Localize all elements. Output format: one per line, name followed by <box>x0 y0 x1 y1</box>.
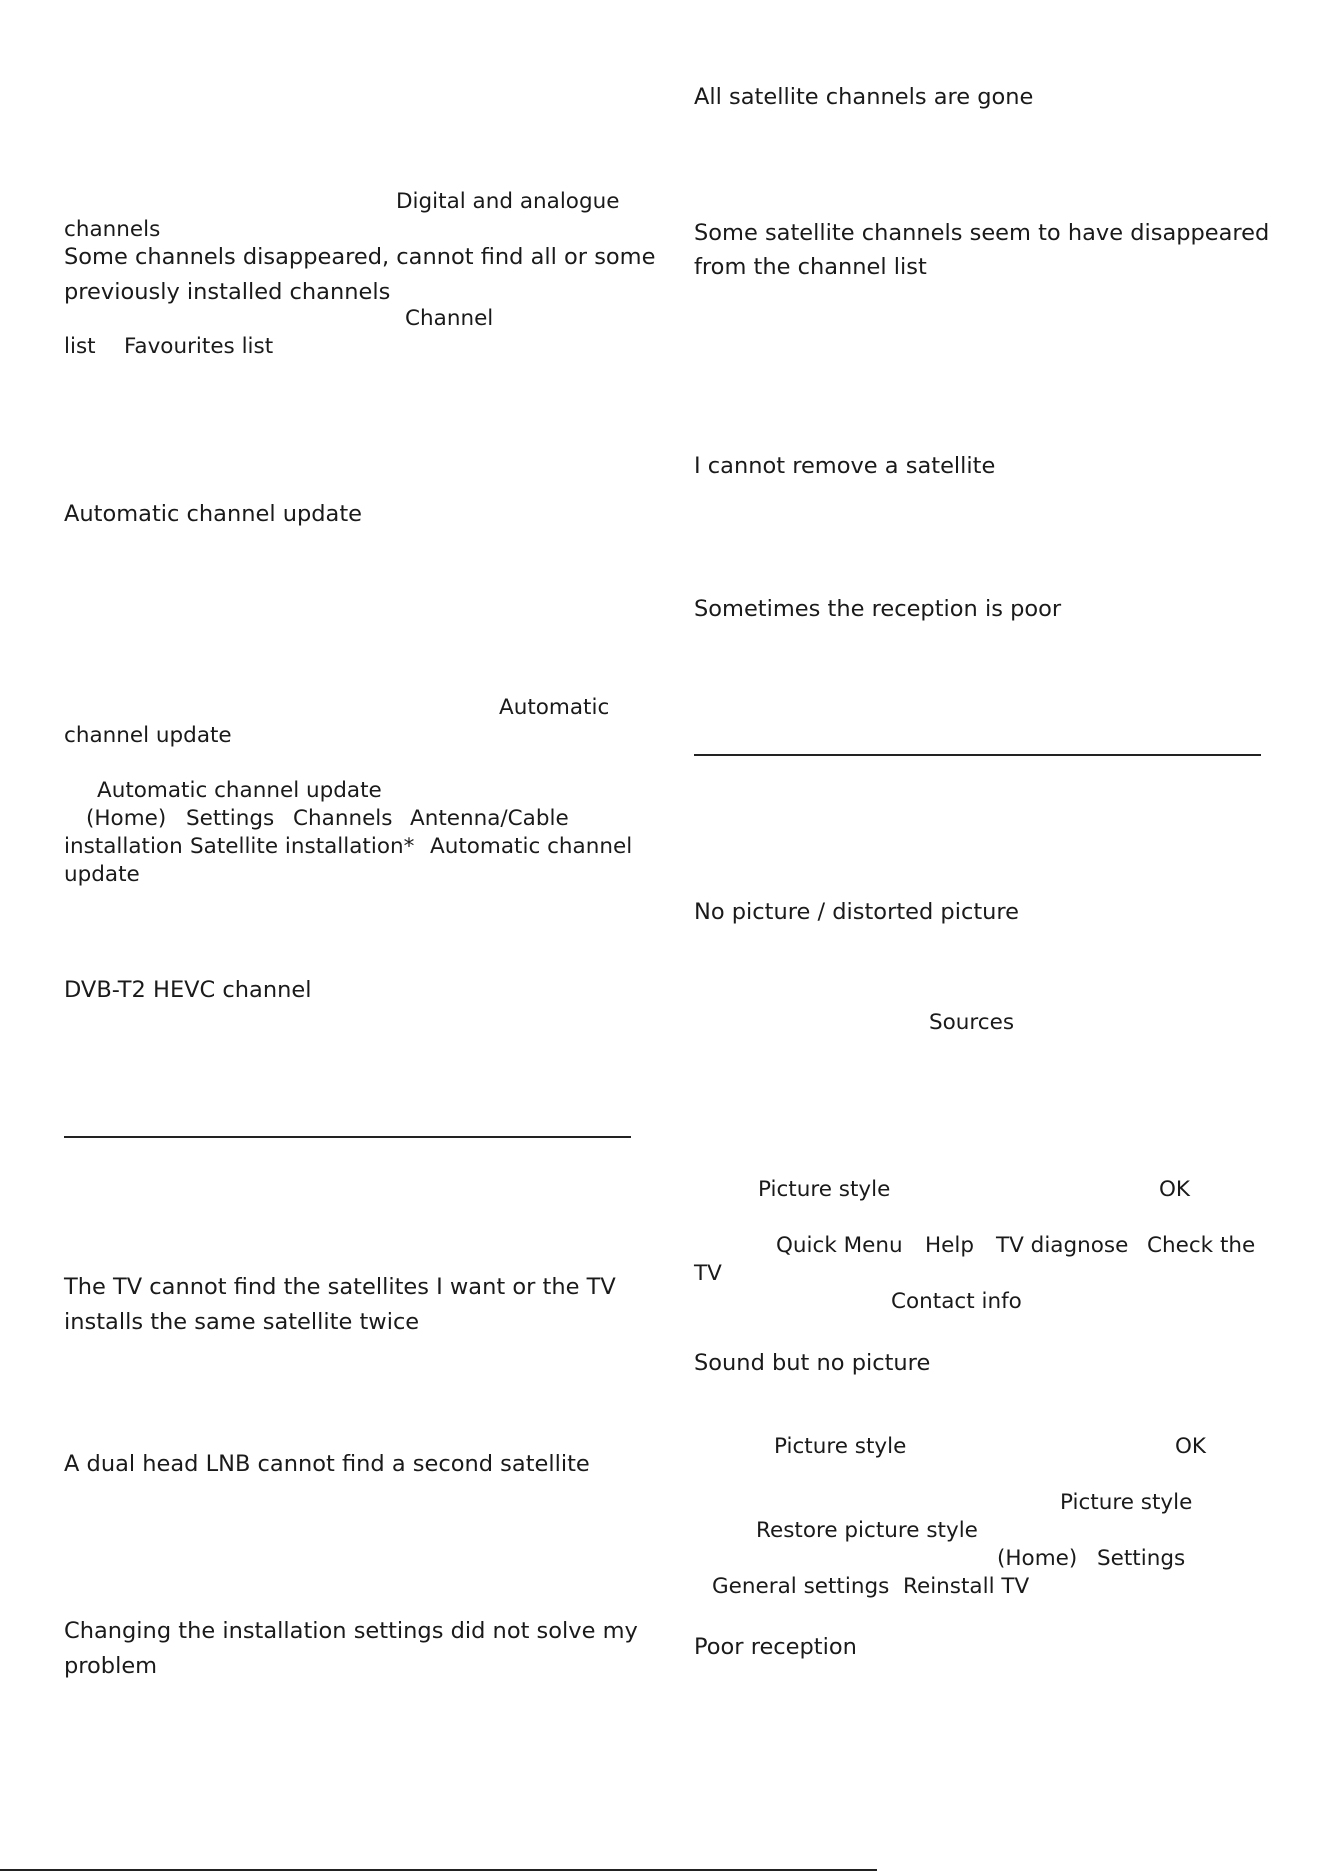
favourites-list-ref: Favourites list <box>124 334 274 359</box>
heading-reception-sometimes-poor: Sometimes the reception is poor <box>694 596 1062 622</box>
digital-analogue-ref: Digital and analogue <box>396 189 620 214</box>
path-settings: Settings <box>186 806 275 831</box>
ok-ref-1: OK <box>1159 1177 1191 1202</box>
list-ref: list <box>64 334 96 359</box>
channels-word: channels <box>64 217 161 242</box>
path-antenna-cable: Antenna/Cable <box>410 806 569 831</box>
heading-all-satellite-channels-gone: All satellite channels are gone <box>694 84 1034 110</box>
channel-update-ref: channel update <box>64 723 232 748</box>
general-settings-ref: General settings <box>712 1574 890 1599</box>
heading-automatic-channel-update: Automatic channel update <box>64 501 363 527</box>
channel-ref: Channel <box>405 306 494 331</box>
heading-some-satellite-channels-line1: Some satellite channels seem to have disappeared <box>694 220 1270 246</box>
heading-changing-settings-line1: Changing the installation settings did not solve my <box>64 1618 638 1644</box>
path-check-the: Check the <box>1147 1233 1256 1258</box>
path-tv-diagnose: TV diagnose <box>996 1233 1129 1258</box>
page-bottom-rule <box>0 1869 877 1871</box>
picture-style-ref-1: Picture style <box>758 1177 891 1202</box>
heading-dual-head-lnb: A dual head LNB cannot find a second satellite <box>64 1451 590 1477</box>
contact-info-ref: Contact info <box>891 1289 1022 1314</box>
heading-no-picture: No picture / distorted picture <box>694 899 1019 925</box>
home-ref: (Home) <box>997 1546 1078 1571</box>
section-divider-right <box>694 754 1261 756</box>
heading-channels-disappeared-line1: Some channels disappeared, cannot find all or some <box>64 244 656 270</box>
path-installation: installation <box>64 834 183 859</box>
tv-word: TV <box>694 1261 722 1286</box>
heading-dvb-t2-hevc: DVB-T2 HEVC channel <box>64 977 312 1003</box>
settings-ref: Settings <box>1097 1546 1186 1571</box>
reinstall-tv-ref: Reinstall TV <box>903 1574 1030 1599</box>
automatic-ref: Automatic <box>499 695 610 720</box>
path-satellite-installation: Satellite installation* <box>190 834 415 859</box>
picture-style-ref-3: Picture style <box>1060 1490 1193 1515</box>
heading-tv-cannot-find-line2: installs the same satellite twice <box>64 1309 420 1335</box>
heading-some-satellite-channels-line2: from the channel list <box>694 254 927 280</box>
heading-cannot-remove-satellite: I cannot remove a satellite <box>694 453 996 479</box>
path-help: Help <box>925 1233 975 1258</box>
path-home: (Home) <box>86 806 167 831</box>
heading-tv-cannot-find-line1: The TV cannot find the satellites I want or the TV <box>64 1274 616 1300</box>
path-automatic-channel: Automatic channel <box>430 834 633 859</box>
heading-poor-reception: Poor reception <box>694 1634 857 1660</box>
sources-ref: Sources <box>929 1010 1015 1035</box>
heading-sound-but-no-picture: Sound but no picture <box>694 1350 931 1376</box>
path-channels: Channels <box>293 806 393 831</box>
ok-ref-2: OK <box>1175 1434 1207 1459</box>
section-divider-left <box>64 1136 631 1138</box>
heading-changing-settings-line2: problem <box>64 1653 158 1679</box>
restore-picture-style-ref: Restore picture style <box>756 1518 978 1543</box>
path-update: update <box>64 862 140 887</box>
picture-style-ref-2: Picture style <box>774 1434 907 1459</box>
path-quick-menu: Quick Menu <box>776 1233 903 1258</box>
heading-channels-disappeared-line2: previously installed channels <box>64 279 391 305</box>
automatic-channel-update-ref: Automatic channel update <box>97 778 382 803</box>
